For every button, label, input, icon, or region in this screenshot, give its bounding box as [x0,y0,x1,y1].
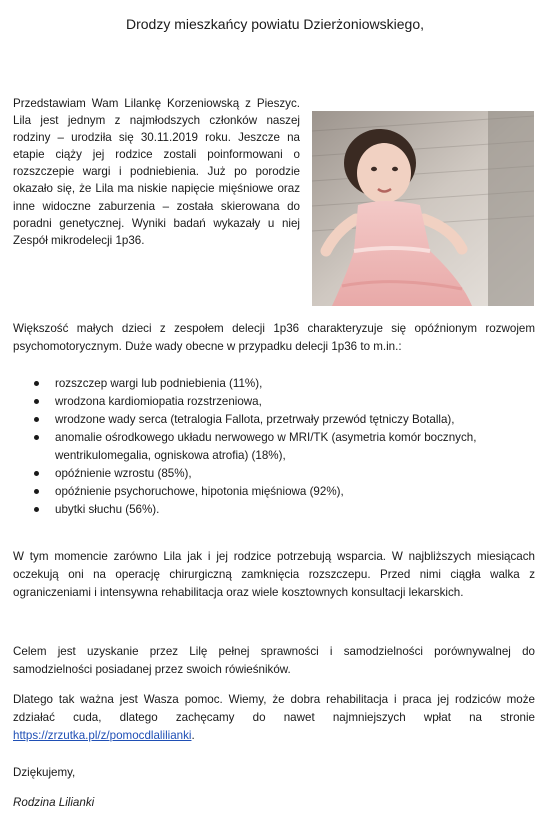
bullet-icon [34,489,39,494]
paragraph-goal: Celem jest uzyskanie przez Lilę pełnej sprawności i samodzielności porównywalnej do samodzielności posiadanej przez swoich rówieśników. [13,645,535,676]
bullet-icon [34,399,39,404]
list-item: opóźnienie psychoruchowe, hipotonia mięśniowa (92%), [0,483,535,501]
paragraph-donation-appeal [13,691,535,745]
signature: Rodzina Lilianki [13,796,95,809]
donation-appeal-text: Dlatego tak ważna jest Wasza pomoc. Wiemy, że dobra rehabilitacja i praca jej rodziców może zdziałać cuda, dlatego zachęcamy do nawet najmniejszych wpłat na stronie [13,693,535,724]
closing-thanks: Dziękujemy, [13,766,76,779]
list-item: wrodzone wady serca (tetralogia Fallota, przetrwały przewód tętniczy Botalla), [0,411,535,429]
bullet-icon [34,471,39,476]
paragraph-support-needed: W tym momencie zarówno Lila jak i jej rodzice potrzebują wsparcia. W najbliższych miesiącach oczekują oni na operację chirurgiczną zamknięcia rozszczepu. Przed nimi ciągła walka z ograniczeniami i intensywna rehabilitacja oraz wiele kosztownych konsultacji lekarskich. [13,550,535,599]
child-photo-illustration [312,111,534,306]
bullet-icon [34,507,39,512]
bullet-icon [34,417,39,422]
child-photo [312,111,534,306]
list-item: opóźnienie wzrostu (85%), [0,465,535,483]
intro-paragraph: Przedstawiam Wam Lilankę Korzeniowską z Pieszyc. Lila jest jednym z najmłodszych członków naszej rodziny – urodziła się 30.11.2019 roku. Jeszcze na etapie ciąży jej rodzice zostali poinformowani o rozszczepie wargi i podniebienia. Już po porodzie okazało się, że Lila ma niskie napięcie mięśniowe oraz inne widoczne zaburzenia – została skierowana do poradni genetycznej. Wyniki badań wykazały u niej Zespół mikrodelecji 1p36. [13,97,300,247]
list-item: wrodzona kardiomiopatia rozstrzeniowa, [0,393,535,411]
list-item: ubytki słuchu (56%). [0,501,535,519]
bullet-icon [34,381,39,386]
paragraph-1p36-overview: Większość małych dzieci z zespołem delecji 1p36 charakteryzuje się opóźnionym rozwojem psychomotorycznym. Duże wady obecne w przypadku delecji 1p36 to m.in.: [13,322,535,353]
donation-appeal-end: . [191,729,195,742]
letter-title: Drodzy mieszkańcy powiatu Dzierżoniowskiego, [125,16,424,32]
bullet-icon [34,435,39,440]
fundraiser-link[interactable]: https://zrzutka.pl/z/pomocdlalilianki [13,729,192,742]
list-item: anomalie ośrodkowego układu nerwowego w MRI/TK (asymetria komór bocznych, wentrikulomegalia, ogniskowa atrofia) (18%), [0,429,535,465]
defects-list [0,375,535,519]
list-item: rozszczep wargi lub podniebienia (11%), [0,375,535,393]
